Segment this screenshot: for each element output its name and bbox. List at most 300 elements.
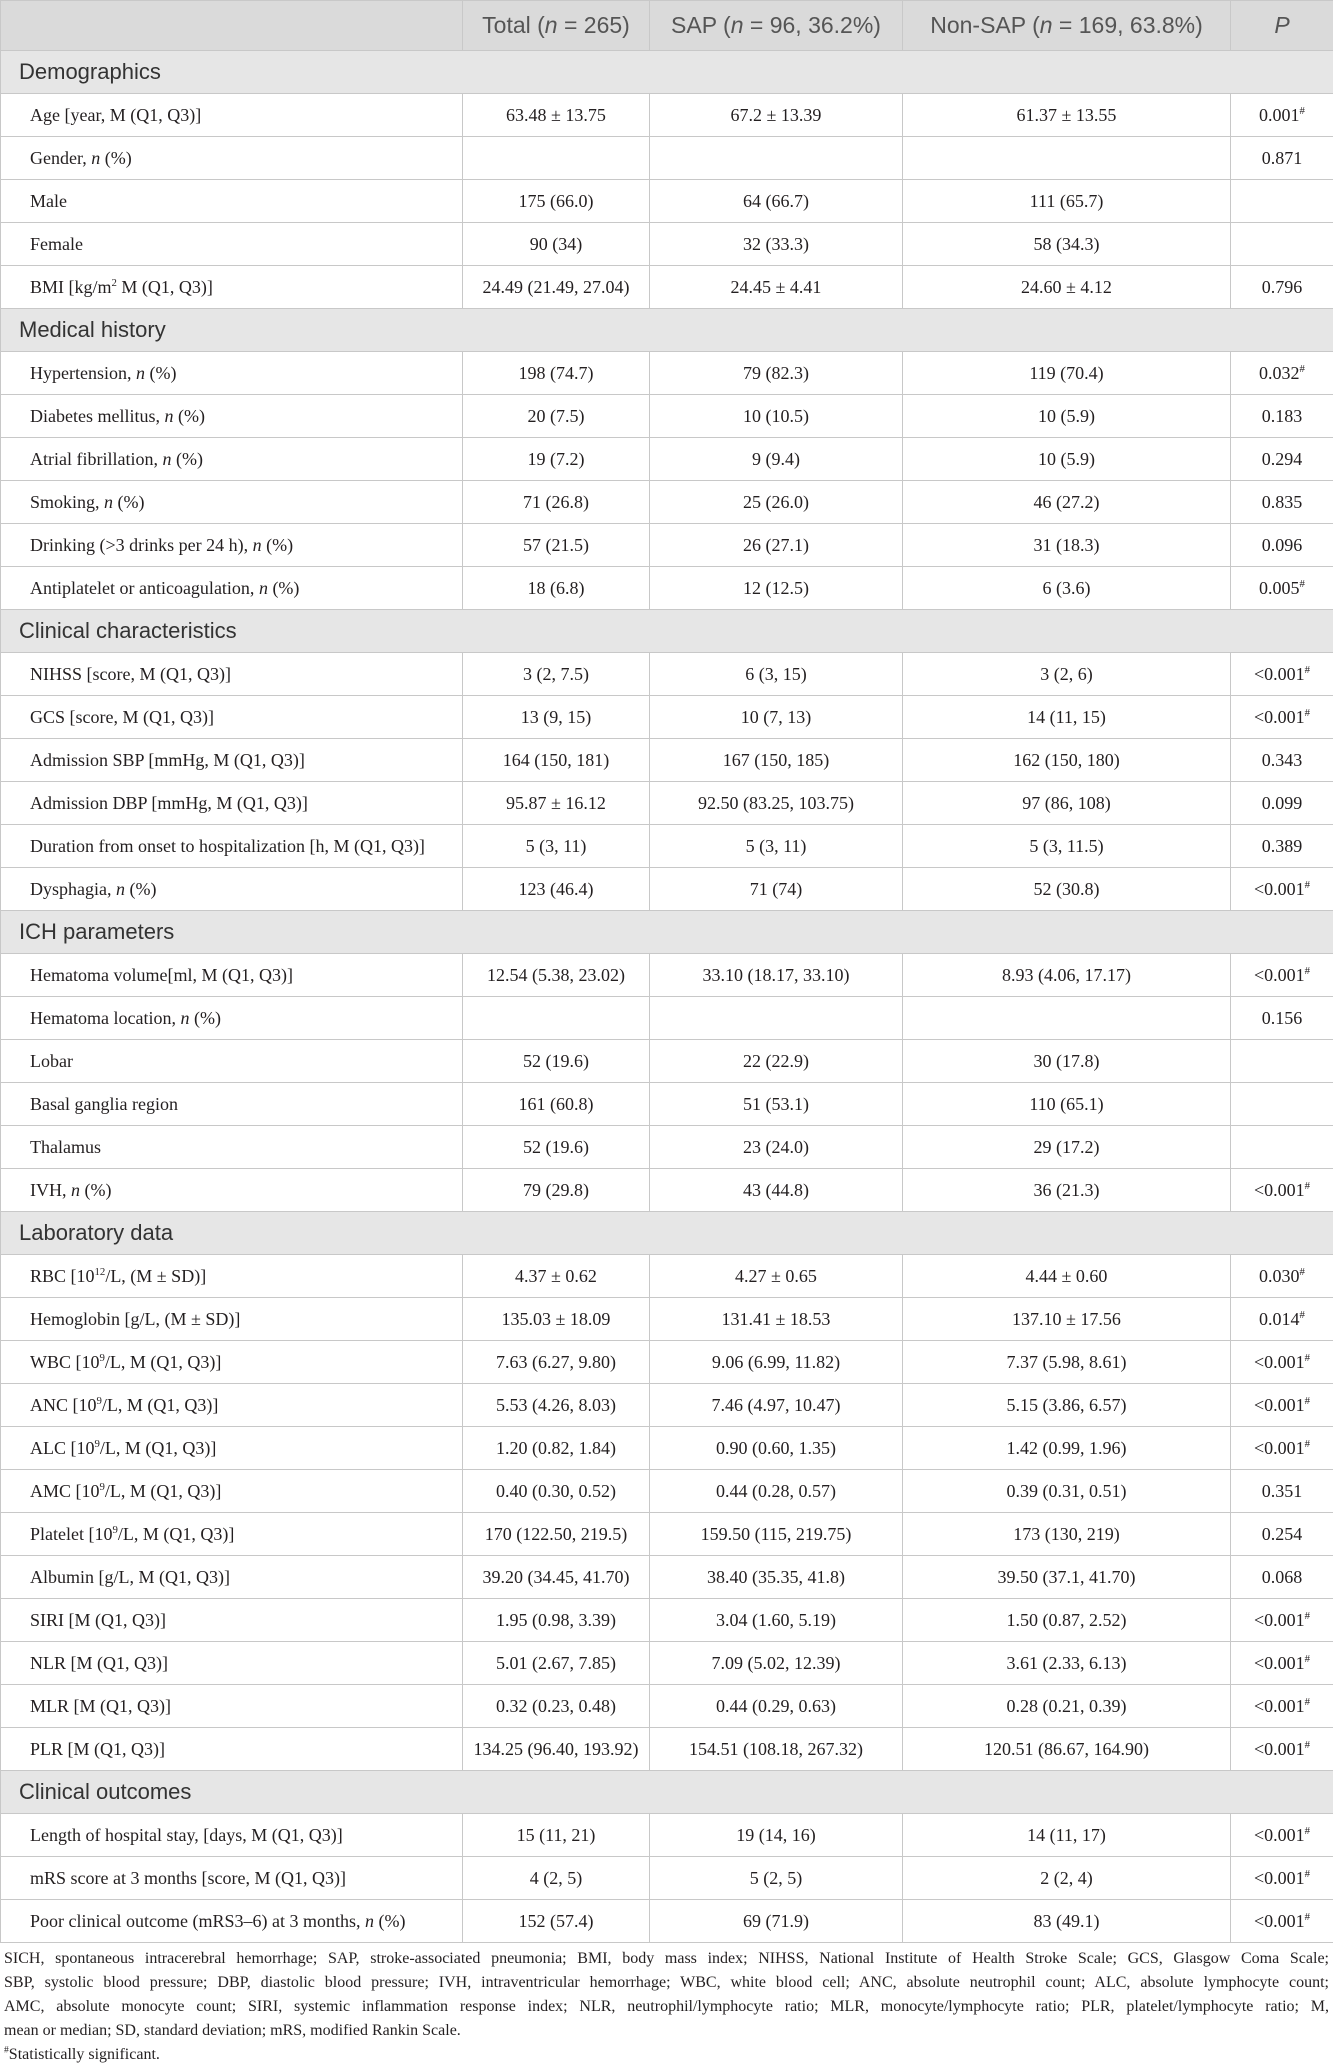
table-row [1, 1599, 1333, 1642]
row-label [1, 1255, 463, 1298]
text-segment: SAP ( [671, 12, 731, 38]
row-label [1, 352, 463, 395]
table-row [1, 524, 1333, 567]
cell-non-sap: 14 (11, 15) [903, 696, 1231, 739]
cell-total: 12.54 (5.38, 23.02) [463, 954, 650, 997]
cell-total [463, 137, 650, 180]
row-label [1, 997, 463, 1040]
cell-sap: 3.04 (1.60, 5.19) [650, 1599, 903, 1642]
superscript: # [1304, 1824, 1311, 1837]
cell-sap: 92.50 (83.25, 103.75) [650, 782, 903, 825]
cell-sap: 167 (150, 185) [650, 739, 903, 782]
cell-p-value [1231, 1685, 1333, 1728]
italic-text: n [162, 448, 172, 469]
row-label: GCS [score, M (Q1, Q3)] [1, 696, 463, 739]
italic-text: n [730, 12, 744, 38]
text-segment: <0.001 [1253, 1867, 1305, 1888]
row-label: Female [1, 223, 463, 266]
text-segment: (%) [373, 1910, 406, 1931]
abbreviations-line: AMC, absolute monocyte count; SIRI, systemic inflammation response index; NLR, neutrophil/lymphocyte ratio; MLR, monocyte/lymphocyte ratio; PLR, platelet/lymphocyte ratio; M, [4, 1998, 1329, 2015]
table-row [1, 1728, 1333, 1771]
cell-sap: 4.27 ± 0.65 [650, 1255, 903, 1298]
cell-non-sap: 14 (11, 17) [903, 1814, 1231, 1857]
row-label: Duration from onset to hospitalization [h, M (Q1, Q3)] [1, 825, 463, 868]
row-label [1, 481, 463, 524]
cell-total: 7.63 (6.27, 9.80) [463, 1341, 650, 1384]
cell-sap: 0.44 (0.29, 0.63) [650, 1685, 903, 1728]
cell-p-value [1231, 1599, 1333, 1642]
cell-total: 152 (57.4) [463, 1900, 650, 1943]
table-header [1, 1, 1333, 51]
text-segment: <0.001 [1253, 964, 1305, 985]
text-segment: Hematoma location, [30, 1007, 181, 1028]
row-label [1, 1900, 463, 1943]
cell-sap: 23 (24.0) [650, 1126, 903, 1169]
text-segment: <0.001 [1253, 1351, 1305, 1372]
table-row [1, 1642, 1333, 1685]
cell-non-sap: 36 (21.3) [903, 1169, 1231, 1212]
text-segment: <0.001 [1253, 706, 1305, 727]
text-segment: /L, M (Q1, Q3)] [104, 1480, 222, 1501]
cell-p-value [1231, 180, 1333, 223]
text-segment: WBC [10 [30, 1351, 100, 1372]
cell-total: 0.32 (0.23, 0.48) [463, 1685, 650, 1728]
cell-p-value: 0.835 [1231, 481, 1333, 524]
cell-non-sap: 24.60 ± 4.12 [903, 266, 1231, 309]
row-label: Basal ganglia region [1, 1083, 463, 1126]
cell-total [463, 997, 650, 1040]
cell-non-sap: 111 (65.7) [903, 180, 1231, 223]
cell-sap: 51 (53.1) [650, 1083, 903, 1126]
text-segment: (%) [124, 878, 157, 899]
table-row [1, 997, 1333, 1040]
section-title: Laboratory data [1, 1212, 1333, 1255]
superscript: # [1304, 1652, 1311, 1665]
row-label [1, 567, 463, 610]
row-label [1, 1513, 463, 1556]
table-row [1, 1470, 1333, 1513]
text-segment: <0.001 [1253, 1394, 1305, 1415]
table-row [1, 1857, 1333, 1900]
cell-total: 71 (26.8) [463, 481, 650, 524]
cell-non-sap: 52 (30.8) [903, 868, 1231, 911]
cell-sap: 10 (7, 13) [650, 696, 903, 739]
section-title: Medical history [1, 309, 1333, 352]
table-row [1, 266, 1333, 309]
text-segment: (%) [171, 448, 203, 469]
cell-total: 79 (29.8) [463, 1169, 650, 1212]
section-row [1, 1771, 1333, 1814]
cell-p-value [1231, 868, 1333, 911]
table-row [1, 438, 1333, 481]
italic-text: n [115, 878, 125, 899]
table-row [1, 696, 1333, 739]
table-row [1, 395, 1333, 438]
row-label [1, 1169, 463, 1212]
text-segment: (%) [100, 147, 132, 168]
cell-p-value [1231, 223, 1333, 266]
cell-p-value: 0.343 [1231, 739, 1333, 782]
text-segment: Hypertension, [30, 362, 136, 383]
cell-non-sap: 8.93 (4.06, 17.17) [903, 954, 1231, 997]
table-row [1, 1685, 1333, 1728]
row-label [1, 137, 463, 180]
row-label: Albumin [g/L, M (Q1, Q3)] [1, 1556, 463, 1599]
text-segment: /L, M (Q1, Q3)] [117, 1523, 235, 1544]
cell-p-value [1231, 1083, 1333, 1126]
table-row [1, 1384, 1333, 1427]
cell-total: 20 (7.5) [463, 395, 650, 438]
cell-p-value: 0.099 [1231, 782, 1333, 825]
text-segment: (%) [189, 1007, 221, 1028]
cell-non-sap: 137.10 ± 17.56 [903, 1298, 1231, 1341]
header-sap [650, 1, 903, 51]
cell-total: 5.01 (2.67, 7.85) [463, 1642, 650, 1685]
cell-sap: 24.45 ± 4.41 [650, 266, 903, 309]
cell-sap: 71 (74) [650, 868, 903, 911]
text-segment: <0.001 [1253, 1738, 1305, 1759]
text-segment: 0.030 [1259, 1265, 1300, 1286]
cell-p-value [1231, 1341, 1333, 1384]
row-label [1, 1470, 463, 1513]
cell-sap: 79 (82.3) [650, 352, 903, 395]
cell-sap: 67.2 ± 13.39 [650, 94, 903, 137]
cell-non-sap: 1.50 (0.87, 2.52) [903, 1599, 1231, 1642]
text-segment: (%) [261, 534, 294, 555]
cell-p-value: 0.254 [1231, 1513, 1333, 1556]
cell-p-value: 0.096 [1231, 524, 1333, 567]
cell-p-value: 0.183 [1231, 395, 1333, 438]
table-row [1, 137, 1333, 180]
cell-total: 5.53 (4.26, 8.03) [463, 1384, 650, 1427]
text-segment: /L, M (Q1, Q3)] [99, 1437, 217, 1458]
italic-text: n [104, 491, 114, 512]
row-label: Admission SBP [mmHg, M (Q1, Q3)] [1, 739, 463, 782]
text-segment: <0.001 [1253, 1910, 1305, 1931]
row-label: MLR [M (Q1, Q3)] [1, 1685, 463, 1728]
text-segment: <0.001 [1253, 878, 1305, 899]
cell-p-value [1231, 1298, 1333, 1341]
cell-non-sap: 3.61 (2.33, 6.13) [903, 1642, 1231, 1685]
text-segment: Antiplatelet or anticoagulation, [30, 577, 259, 598]
text-segment: <0.001 [1253, 1652, 1305, 1673]
cell-sap: 64 (66.7) [650, 180, 903, 223]
cell-total: 198 (74.7) [463, 352, 650, 395]
cell-non-sap: 31 (18.3) [903, 524, 1231, 567]
significance-text: Statistically significant. [8, 2046, 160, 2063]
text-segment: Smoking, [30, 491, 105, 512]
text-segment: 0.001 [1259, 104, 1300, 125]
table-row [1, 223, 1333, 266]
table-row [1, 352, 1333, 395]
text-segment: Poor clinical outcome (mRS3–6) at 3 months, [30, 1910, 365, 1931]
superscript: 9 [99, 1480, 105, 1493]
table-row [1, 567, 1333, 610]
cell-non-sap: 162 (150, 180) [903, 739, 1231, 782]
text-segment: <0.001 [1253, 1609, 1305, 1630]
italic-text: n [135, 362, 145, 383]
abbreviations-line: SICH, spontaneous intracerebral hemorrhage; SAP, stroke-associated pneumonia; BMI, body mass index; NIHSS, National Institute of Health Stroke Scale; GCS, Glasgow Coma Scale; [4, 1950, 1329, 1967]
section-row [1, 610, 1333, 653]
italic-text: n [164, 405, 174, 426]
header-blank-cell [1, 1, 463, 51]
cell-p-value: 0.068 [1231, 1556, 1333, 1599]
italic-text: P [1274, 12, 1290, 38]
text-segment: Drinking (>3 drinks per 24 h), [30, 534, 253, 555]
cell-sap: 0.44 (0.28, 0.57) [650, 1470, 903, 1513]
table-row [1, 1513, 1333, 1556]
cell-sap: 6 (3, 15) [650, 653, 903, 696]
cell-non-sap: 97 (86, 108) [903, 782, 1231, 825]
cell-sap: 159.50 (115, 219.75) [650, 1513, 903, 1556]
text-segment: <0.001 [1253, 1824, 1305, 1845]
italic-text: n [364, 1910, 374, 1931]
table-row [1, 1900, 1333, 1943]
cell-total: 39.20 (34.45, 41.70) [463, 1556, 650, 1599]
section-row [1, 51, 1333, 94]
text-segment: <0.001 [1253, 663, 1305, 684]
cell-p-value [1231, 653, 1333, 696]
italic-text: n [252, 534, 262, 555]
abbreviations-line: SBP, systolic blood pressure; DBP, diastolic blood pressure; IVH, intraventricular hemorrhage; WBC, white blood cell; ANC, absolute neutrophil count; ALC, absolute lymphocyte count; [4, 1974, 1329, 1991]
row-label: SIRI [M (Q1, Q3)] [1, 1599, 463, 1642]
table-row [1, 1341, 1333, 1384]
row-label: PLR [M (Q1, Q3)] [1, 1728, 463, 1771]
cell-sap [650, 137, 903, 180]
text-segment: 0.014 [1259, 1308, 1300, 1329]
cell-sap: 33.10 (18.17, 33.10) [650, 954, 903, 997]
cell-sap: 38.40 (35.35, 41.8) [650, 1556, 903, 1599]
cell-sap: 154.51 (108.18, 267.32) [650, 1728, 903, 1771]
cell-total: 175 (66.0) [463, 180, 650, 223]
cell-p-value [1231, 567, 1333, 610]
superscript: # [1304, 1394, 1311, 1407]
cell-sap: 7.46 (4.97, 10.47) [650, 1384, 903, 1427]
row-label [1, 1427, 463, 1470]
cell-non-sap: 120.51 (86.67, 164.90) [903, 1728, 1231, 1771]
cell-p-value [1231, 1255, 1333, 1298]
cell-total: 4.37 ± 0.62 [463, 1255, 650, 1298]
italic-text: n [544, 12, 558, 38]
cell-non-sap: 3 (2, 6) [903, 653, 1231, 696]
cell-total: 19 (7.2) [463, 438, 650, 481]
cell-total: 18 (6.8) [463, 567, 650, 610]
table-row [1, 1255, 1333, 1298]
cell-non-sap: 110 (65.1) [903, 1083, 1231, 1126]
cell-sap: 22 (22.9) [650, 1040, 903, 1083]
cell-non-sap: 0.39 (0.31, 0.51) [903, 1470, 1231, 1513]
text-segment: Dysphagia, [30, 878, 116, 899]
cell-non-sap: 30 (17.8) [903, 1040, 1231, 1083]
cell-total: 5 (3, 11) [463, 825, 650, 868]
text-segment: = 169, 63.8%) [1052, 12, 1203, 38]
text-segment: Total ( [482, 12, 545, 38]
table-row [1, 1556, 1333, 1599]
table-row [1, 1298, 1333, 1341]
text-segment: Platelet [10 [30, 1523, 113, 1544]
significance-mark: # [4, 2044, 9, 2056]
cell-sap: 5 (3, 11) [650, 825, 903, 868]
cell-total: 1.20 (0.82, 1.84) [463, 1427, 650, 1470]
text-segment: /L, M (Q1, Q3)] [101, 1394, 219, 1415]
superscript: # [1299, 577, 1305, 590]
section-title: Demographics [1, 51, 1333, 94]
cell-p-value [1231, 696, 1333, 739]
section-title: ICH parameters [1, 911, 1333, 954]
cell-sap: 26 (27.1) [650, 524, 903, 567]
cell-sap: 5 (2, 5) [650, 1857, 903, 1900]
cell-total: 135.03 ± 18.09 [463, 1298, 650, 1341]
superscript: # [1304, 706, 1311, 719]
superscript: # [1304, 1609, 1311, 1622]
table-body [1, 51, 1333, 1943]
superscript: # [1304, 878, 1311, 891]
text-segment: ALC [10 [30, 1437, 95, 1458]
cell-sap: 25 (26.0) [650, 481, 903, 524]
row-label: Male [1, 180, 463, 223]
cell-sap: 9.06 (6.99, 11.82) [650, 1341, 903, 1384]
text-segment: (%) [80, 1179, 112, 1200]
text-segment: <0.001 [1253, 1179, 1305, 1200]
cell-sap: 12 (12.5) [650, 567, 903, 610]
superscript: # [1304, 1437, 1311, 1450]
cell-non-sap: 2 (2, 4) [903, 1857, 1231, 1900]
cell-total: 1.95 (0.98, 3.39) [463, 1599, 650, 1642]
text-segment: M (Q1, Q3)] [116, 276, 213, 297]
text-segment: Atrial fibrillation, [30, 448, 163, 469]
italic-text: n [258, 577, 268, 598]
cell-non-sap: 1.42 (0.99, 1.96) [903, 1427, 1231, 1470]
cell-total: 90 (34) [463, 223, 650, 266]
text-segment: Non-SAP ( [930, 12, 1040, 38]
text-segment: AMC [10 [30, 1480, 100, 1501]
cell-p-value [1231, 1126, 1333, 1169]
cell-p-value [1231, 1427, 1333, 1470]
italic-text: n [1039, 12, 1053, 38]
cell-total: 57 (21.5) [463, 524, 650, 567]
section-row [1, 911, 1333, 954]
cell-non-sap: 10 (5.9) [903, 395, 1231, 438]
table-footnote [0, 1947, 1333, 2067]
cell-total: 52 (19.6) [463, 1040, 650, 1083]
cell-sap: 131.41 ± 18.53 [650, 1298, 903, 1341]
italic-text: n [71, 1179, 80, 1200]
row-label: Hematoma volume[ml, M (Q1, Q3)] [1, 954, 463, 997]
superscript: # [1299, 1265, 1305, 1278]
cell-non-sap [903, 997, 1231, 1040]
superscript: # [1304, 1695, 1311, 1708]
row-label: Age [year, M (Q1, Q3)] [1, 94, 463, 137]
row-label: mRS score at 3 months [score, M (Q1, Q3)] [1, 1857, 463, 1900]
row-label [1, 438, 463, 481]
text-segment: ANC [10 [30, 1394, 97, 1415]
cell-p-value [1231, 1857, 1333, 1900]
text-segment: (%) [267, 577, 300, 598]
superscript: # [1299, 1308, 1305, 1321]
superscript: 12 [94, 1265, 106, 1278]
superscript: # [1304, 1179, 1311, 1192]
text-segment: <0.001 [1253, 1437, 1305, 1458]
significance-note [4, 2043, 1329, 2067]
text-segment: (%) [144, 362, 177, 383]
superscript: # [1304, 1910, 1311, 1923]
table-row [1, 825, 1333, 868]
header-row [1, 1, 1333, 51]
cell-sap: 9 (9.4) [650, 438, 903, 481]
row-label: Admission DBP [mmHg, M (Q1, Q3)] [1, 782, 463, 825]
cell-total: 3 (2, 7.5) [463, 653, 650, 696]
superscript: 9 [96, 1394, 102, 1407]
cell-sap: 0.90 (0.60, 1.35) [650, 1427, 903, 1470]
table-row [1, 94, 1333, 137]
cell-total: 161 (60.8) [463, 1083, 650, 1126]
cell-total: 164 (150, 181) [463, 739, 650, 782]
cell-sap [650, 997, 903, 1040]
section-row [1, 309, 1333, 352]
superscript: # [1299, 362, 1305, 375]
superscript: # [1304, 964, 1311, 977]
cell-sap: 7.09 (5.02, 12.39) [650, 1642, 903, 1685]
text-segment: RBC [10 [30, 1265, 95, 1286]
abbreviations-line: mean or median; SD, standard deviation; mRS, modified Rankin Scale. [4, 2022, 461, 2039]
cell-total: 123 (46.4) [463, 868, 650, 911]
cell-p-value: 0.156 [1231, 997, 1333, 1040]
cell-p-value [1231, 1900, 1333, 1943]
text-segment: Diabetes mellitus, [30, 405, 165, 426]
cell-p-value: 0.351 [1231, 1470, 1333, 1513]
table-row [1, 1083, 1333, 1126]
cell-p-value [1231, 352, 1333, 395]
cell-total: 63.48 ± 13.75 [463, 94, 650, 137]
text-segment: = 265) [557, 12, 630, 38]
cell-non-sap: 61.37 ± 13.55 [903, 94, 1231, 137]
cell-non-sap: 5.15 (3.86, 6.57) [903, 1384, 1231, 1427]
table-row [1, 481, 1333, 524]
cell-p-value [1231, 94, 1333, 137]
cell-total: 95.87 ± 16.12 [463, 782, 650, 825]
cell-p-value [1231, 1814, 1333, 1857]
row-label: Length of hospital stay, [days, M (Q1, Q3)] [1, 1814, 463, 1857]
row-label: Thalamus [1, 1126, 463, 1169]
cell-non-sap: 58 (34.3) [903, 223, 1231, 266]
row-label: NIHSS [score, M (Q1, Q3)] [1, 653, 463, 696]
table-row [1, 653, 1333, 696]
cell-p-value [1231, 1642, 1333, 1685]
cell-p-value [1231, 1169, 1333, 1212]
section-title: Clinical outcomes [1, 1771, 1333, 1814]
cell-non-sap: 4.44 ± 0.60 [903, 1255, 1231, 1298]
header-p-value [1231, 1, 1333, 51]
cell-non-sap: 173 (130, 219) [903, 1513, 1231, 1556]
cell-p-value: 0.389 [1231, 825, 1333, 868]
cell-sap: 69 (71.9) [650, 1900, 903, 1943]
italic-text: n [180, 1007, 190, 1028]
italic-text: n [91, 147, 101, 168]
table-row [1, 180, 1333, 223]
row-label [1, 1341, 463, 1384]
cell-non-sap: 0.28 (0.21, 0.39) [903, 1685, 1231, 1728]
text-segment: IVH, [30, 1179, 71, 1200]
superscript: # [1304, 1351, 1311, 1364]
row-label: NLR [M (Q1, Q3)] [1, 1642, 463, 1685]
superscript: 2 [111, 276, 117, 289]
table-row [1, 1126, 1333, 1169]
cell-total: 13 (9, 15) [463, 696, 650, 739]
text-segment: /L, (M ± SD)] [105, 1265, 207, 1286]
cell-total: 134.25 (96.40, 193.92) [463, 1728, 650, 1771]
section-row [1, 1212, 1333, 1255]
cell-total: 4 (2, 5) [463, 1857, 650, 1900]
